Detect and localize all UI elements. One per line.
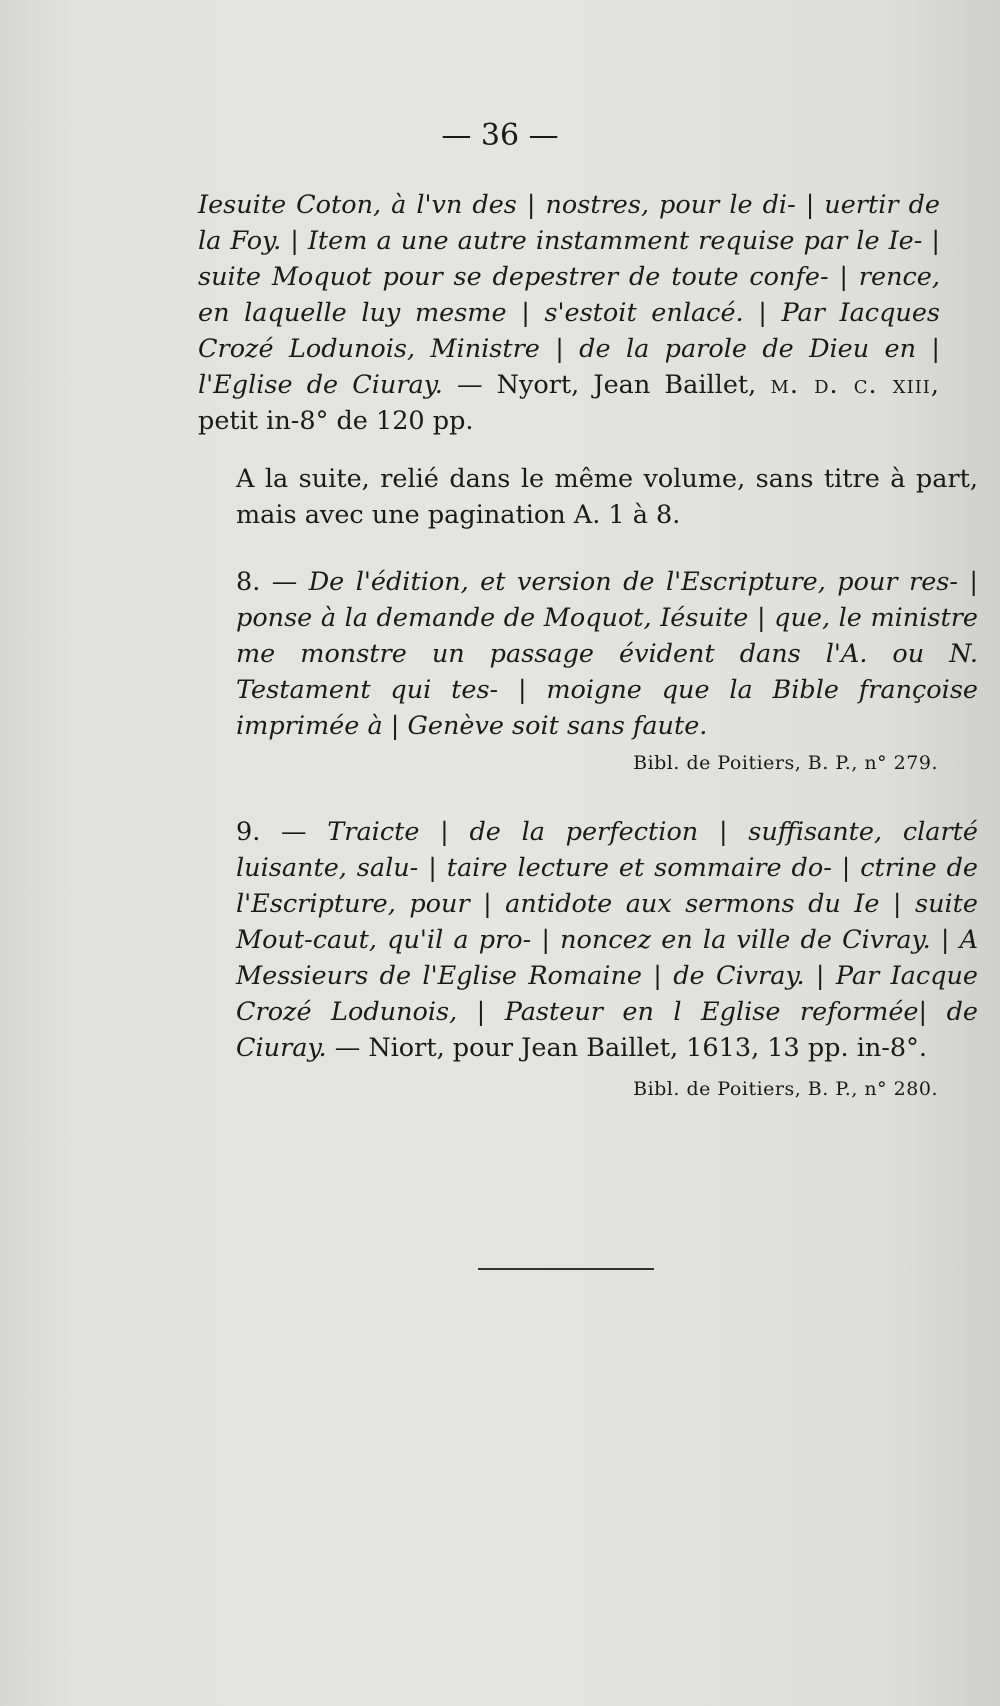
entry-7-imprint: — Nyort, Jean Baillet,: [442, 370, 757, 400]
entry-8: [198, 564, 978, 744]
entry-8-number: 8. —: [236, 567, 298, 597]
entry-8-title-italic: De l'édition, et version de l'Escripture, pour res- | ponse à la demande de Moquot, Iésuite | que, le ministre me monstre un passage évident dans l'A. ou N. Testament qui tes- | moigne que la Bible françoise imprimée à | Genève soit sans faute.: [236, 567, 979, 741]
entry-7-date: m. d. c. xiii,: [770, 370, 941, 400]
entry-9-reference: Bibl. de Poitiers, B. P., n° 280.: [633, 1078, 938, 1100]
entry-9-title-italic: Traicte | de la perfection | suffisante, clarté luisante, salu- | taire lecture et sommaire do- | ctrine de l'Escripture, pour | antidote aux sermons du Ie | suite Mout-caut, qu'il a pro- | noncez en la ville de Civray. | A Messieurs de l'Eglise Romaine | de Civray. | Par Iacque Crozé Lodunois, | Pasteur en l Eglise reformée| de Ciuray.: [236, 817, 979, 1063]
entry-9: [198, 814, 978, 1066]
entry-9-imprint: — Niort, pour Jean Baillet, 1613, 13 pp. in-8°.: [326, 1033, 927, 1063]
end-rule: [478, 1268, 654, 1270]
page-number: — 36 —: [441, 118, 559, 153]
entry-9-number: 9. —: [236, 817, 307, 847]
entry-7-format: petit in-8° de 120 pp.: [198, 406, 474, 436]
bound-note: A la suite, relié dans le même volume, sans titre à part, mais avec une pagination A. 1 à 8.: [236, 464, 978, 530]
entry-8-reference: Bibl. de Poitiers, B. P., n° 279.: [633, 752, 938, 774]
entry-7-continuation: [198, 187, 940, 439]
entry-7-title-italic: Iesuite Coton, à l'vn des | nostres, pour le di- | uertir de la Foy. | Item a une autre instamment requise par le Ie- | suite Moquot pour se depestrer de toute confe- | rence, en laquelle luy mesme | s'estoit enlacé. | Par Iacques Crozé Lodunois, Ministre | de la parole de Dieu en | l'Eglise de Ciuray.: [198, 190, 940, 400]
